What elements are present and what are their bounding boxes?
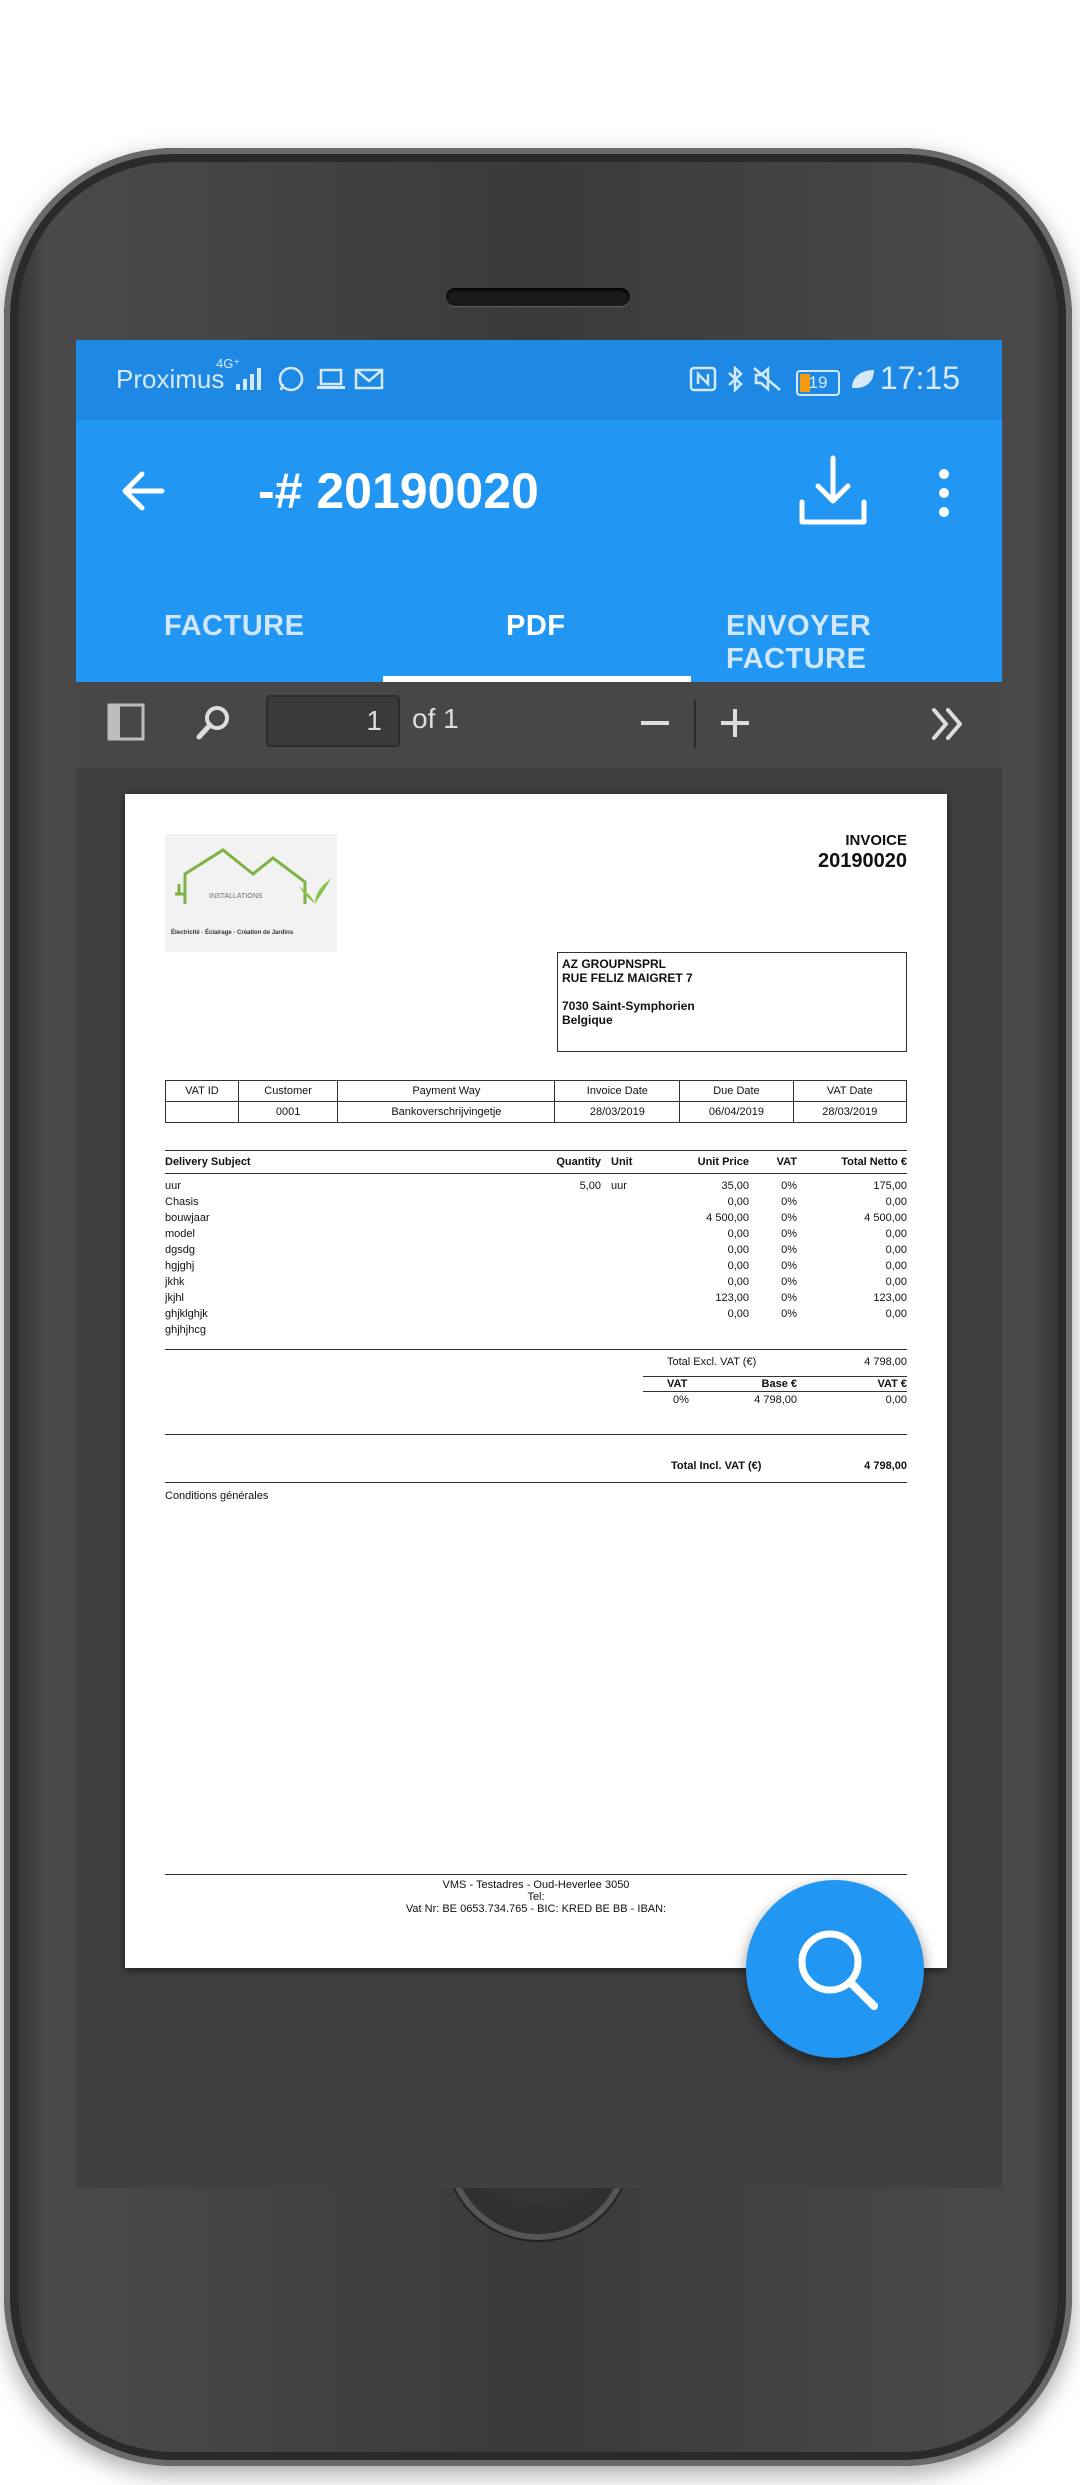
customer-address: AZ GROUPNSPRL RUE FELIZ MAIGRET 7 7030 Saint-Symphorien Belgique xyxy=(557,952,907,1052)
clock: 17:15 xyxy=(879,360,960,396)
phone-speaker xyxy=(446,288,630,306)
table-row xyxy=(165,1258,907,1274)
search-icon xyxy=(746,1880,924,2058)
cell-vat: 0% xyxy=(781,1276,797,1288)
invoice-meta-table: VAT ID Customer Payment Way Invoice Date Due Date VAT Date 0001 Bankoverschrijvingetje 28/03/2019 06/04/2019 28/03/2019 xyxy=(165,1080,907,1123)
cell-net: 0,00 xyxy=(885,1260,907,1272)
table-row xyxy=(165,1290,907,1306)
svg-text:INSTALLATIONS: INSTALLATIONS xyxy=(209,893,263,900)
toolbar-divider xyxy=(694,700,696,748)
mail-icon xyxy=(354,366,384,392)
signal-icon xyxy=(236,366,266,390)
network-type: 4G⁺ xyxy=(216,356,241,371)
total-excl-label: Total Excl. VAT (€) xyxy=(667,1356,757,1368)
invoice-label: INVOICE xyxy=(845,832,907,849)
cell-price: 35,00 xyxy=(721,1180,749,1192)
pdf-viewer[interactable] xyxy=(76,768,1002,2188)
cell-net: 0,00 xyxy=(885,1196,907,1208)
sidebar-toggle-icon[interactable] xyxy=(106,702,146,742)
cell-price: 123,00 xyxy=(715,1292,749,1304)
divider xyxy=(165,1349,907,1350)
cell-net: 0,00 xyxy=(885,1228,907,1240)
table-row xyxy=(165,1226,907,1242)
svg-text:Électricité · Éclairage · Créa: Électricité · Éclairage · Création de Jardins xyxy=(171,930,294,936)
divider xyxy=(165,1434,907,1435)
more-options-icon[interactable] xyxy=(932,468,956,518)
total-incl-label: Total Incl. VAT (€) xyxy=(671,1460,762,1472)
tab-envoyer-facture[interactable]: ENVOYER FACTURE xyxy=(726,610,872,675)
cell-desc: ghjklghjk xyxy=(165,1308,208,1320)
laptop-icon xyxy=(316,366,346,392)
cell-net: 4 500,00 xyxy=(864,1212,907,1224)
cell-net: 175,00 xyxy=(873,1180,907,1192)
total-incl-value: 4 798,00 xyxy=(864,1460,907,1472)
cell-vat: 0% xyxy=(781,1212,797,1224)
zoom-in-icon[interactable] xyxy=(718,706,752,740)
table-row xyxy=(165,1210,907,1226)
carrier-name: Proximus xyxy=(116,364,225,394)
cell-vat: 0% xyxy=(781,1260,797,1272)
cell-desc: Chasis xyxy=(165,1196,199,1208)
cell-desc: hgjghj xyxy=(165,1260,195,1272)
table-row xyxy=(165,1194,907,1210)
table-row xyxy=(165,1322,907,1338)
conditions-generales: Conditions générales xyxy=(165,1490,269,1502)
cell-net: 0,00 xyxy=(885,1244,907,1256)
cell-price: 0,00 xyxy=(727,1196,749,1208)
cell-net: 0,00 xyxy=(885,1308,907,1320)
mute-icon xyxy=(752,366,782,392)
tab-facture[interactable]: FACTURE xyxy=(164,610,305,642)
cell-desc: bouwjaar xyxy=(165,1212,210,1224)
vat-summary: VAT Base € VAT € 0% 4 798,00 0,00 xyxy=(643,1376,907,1408)
cell-price: 4 500,00 xyxy=(706,1212,749,1224)
cell-vat: 0% xyxy=(781,1292,797,1304)
cell-unit: uur xyxy=(611,1180,627,1192)
table-row xyxy=(165,1178,907,1194)
cell-desc: jkhk xyxy=(165,1276,185,1288)
tab-pdf[interactable]: PDF xyxy=(506,610,566,642)
cell-vat: 0% xyxy=(781,1180,797,1192)
cell-vat: 0% xyxy=(781,1308,797,1320)
cell-vat: 0% xyxy=(781,1244,797,1256)
cell-vat: 0% xyxy=(781,1196,797,1208)
cell-net: 123,00 xyxy=(873,1292,907,1304)
zoom-out-icon[interactable] xyxy=(638,706,672,740)
double-chevron-right-icon[interactable] xyxy=(928,704,968,744)
search-fab[interactable] xyxy=(746,1880,924,2058)
screen xyxy=(76,340,1002,2188)
lines-header: Delivery Subject Quantity Unit Unit Price VAT Total Netto € xyxy=(165,1150,907,1174)
app-bar xyxy=(76,420,1002,682)
leaf-icon xyxy=(848,366,878,392)
invoice-number: 20190020 xyxy=(818,850,907,872)
company-logo xyxy=(165,834,337,952)
page-count: of 1 xyxy=(412,703,459,734)
battery-icon: 19 xyxy=(796,370,840,396)
whatsapp-icon xyxy=(276,366,306,392)
cell-desc: jkjhl xyxy=(165,1292,184,1304)
pdf-page xyxy=(125,794,947,1968)
cell-price: 0,00 xyxy=(727,1244,749,1256)
back-arrow-icon[interactable] xyxy=(116,464,170,518)
cell-price: 0,00 xyxy=(727,1228,749,1240)
cell-net: 0,00 xyxy=(885,1276,907,1288)
page-title: -# 20190020 xyxy=(258,463,539,519)
invoice-lines xyxy=(165,1150,907,1338)
pdf-toolbar xyxy=(76,682,1002,770)
total-excl-value: 4 798,00 xyxy=(864,1356,907,1368)
divider xyxy=(165,1482,907,1483)
table-row xyxy=(165,1242,907,1258)
table-row xyxy=(165,1274,907,1290)
search-icon[interactable] xyxy=(194,702,234,742)
cell-price: 0,00 xyxy=(727,1308,749,1320)
download-icon[interactable] xyxy=(798,454,868,530)
cell-vat: 0% xyxy=(781,1228,797,1240)
cell-desc: ghjhjhcg xyxy=(165,1324,206,1336)
page-number-input[interactable]: 1 xyxy=(266,695,400,747)
table-row xyxy=(165,1306,907,1322)
nfc-icon xyxy=(688,366,718,392)
cell-price: 0,00 xyxy=(727,1260,749,1272)
bluetooth-icon xyxy=(720,366,750,392)
cell-price: 0,00 xyxy=(727,1276,749,1288)
cell-desc: model xyxy=(165,1228,195,1240)
cell-desc: uur xyxy=(165,1180,181,1192)
status-bar xyxy=(76,340,1002,420)
invoice-footer: VMS - Testadres - Oud-Heverlee 3050 Tel: Vat Nr: BE 0653.734.765 - BIC: KRED BE BB - IBAN: xyxy=(165,1874,907,1915)
cell-qty: 5,00 xyxy=(579,1180,601,1192)
cell-desc: dgsdg xyxy=(165,1244,195,1256)
